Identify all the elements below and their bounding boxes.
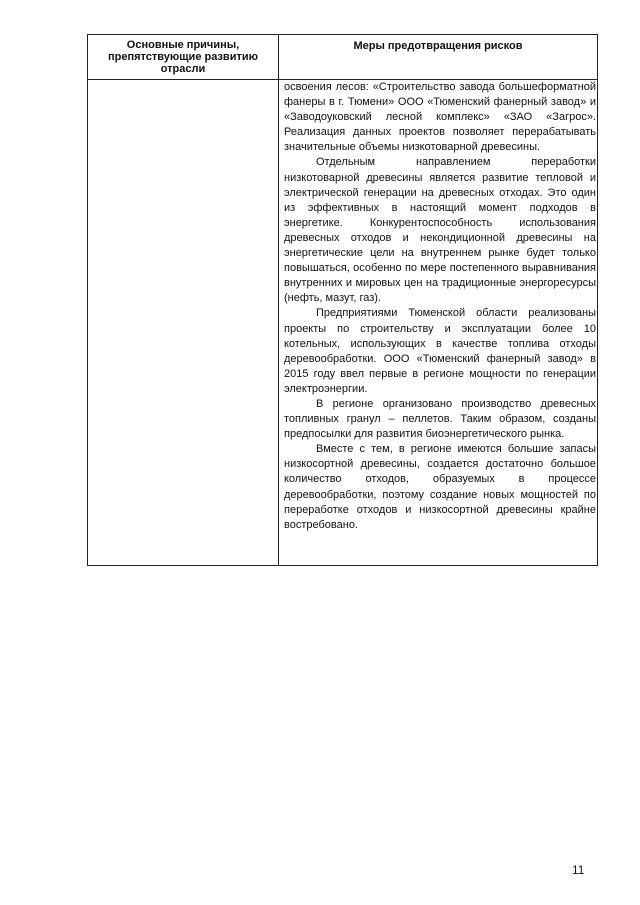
column-divider xyxy=(278,35,279,565)
paragraph-pellets: В регионе организовано производство древесных топливных гранул – пеллетов. Таким образом, созданы предпосылки для развития биоэнергетического рынка. xyxy=(284,397,596,441)
header-main-reasons: Основные причины, препятствующие развитию отрасли xyxy=(107,39,258,75)
paragraph-energy-generation: Отдельным направлением переработки низкотоварной древесины является развитие тепловой и электрической генерации на древесных отходах. Это один из эффективных в настоящий момент подходов в энергетике. Конкурентоспособность использования древесных отходов и некондиционной древесины на энергетические цели на внутреннем рынке будет только повышаться, особенно по мере постепенного выравнивания внутренних и мировых цен на традиционные энергоресурсы (нефть, мазут, газ). xyxy=(284,156,596,305)
measures-cell xyxy=(284,80,596,533)
paragraph-conclusion: Вместе с тем, в регионе имеются большие запасы низкосортной древесины, создается достаточно большое количество отходов, образуемых в процессе деревообработки, поэтому создание новых мощностей по переработке отходов и низкосортной древесины крайне востребовано. xyxy=(284,443,596,531)
risk-measures-table xyxy=(87,34,598,566)
page-number: 11 xyxy=(572,863,585,877)
paragraph-boilers: Предприятиями Тюменской области реализованы проекты по строительству и эксплуатации более 10 котельных, использующих в качестве топлива отходы деревообработки. ООО «Тюменский фанерный завод» в 2015 году ввел первые в регионе мощности по генерации электроэнергии. xyxy=(284,307,596,395)
header-risk-measures: Меры предотвращения рисков xyxy=(353,40,523,52)
paragraph-projects: освоения лесов: «Строительство завода большеформатной фанеры в г. Тюмени» ООО «Тюменский фанерный завод» и «Заводоуковский лесной комплекс» «ЗАО «Загрос». Реализация данных проектов позволяет перерабатывать значительные объемы низкотоварной древесины. xyxy=(284,81,596,154)
